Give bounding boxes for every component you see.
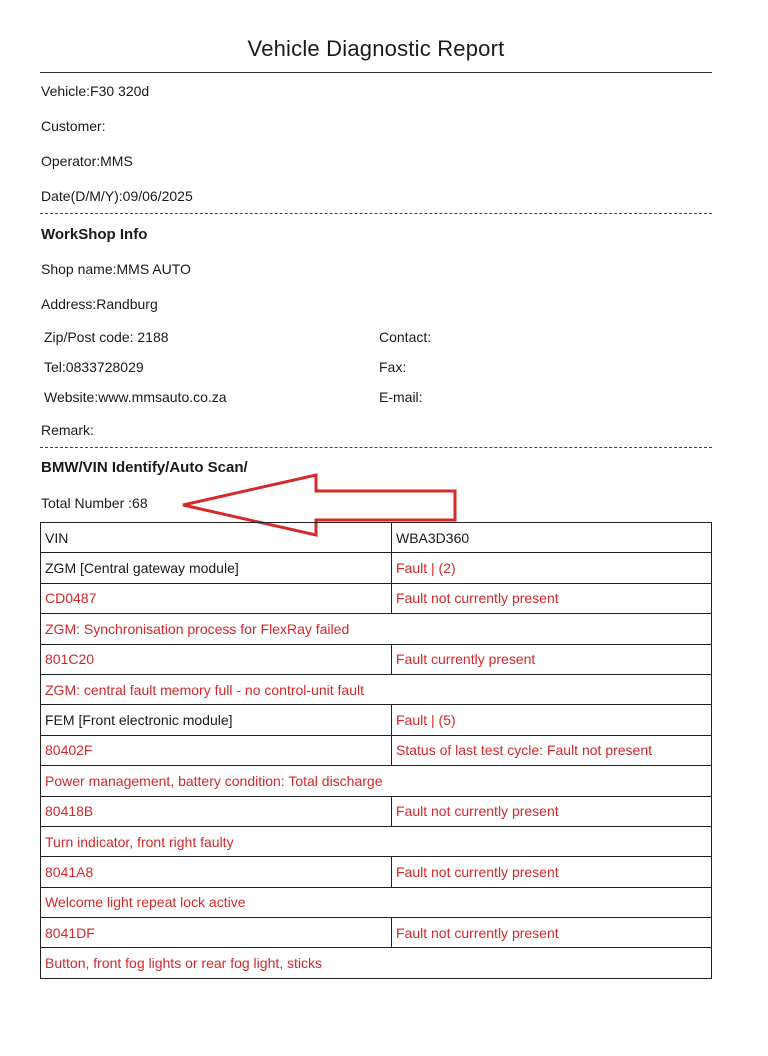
vehicle-line: Vehicle:F30 320d bbox=[41, 83, 150, 99]
table-row bbox=[41, 918, 712, 948]
website-line: Website:www.mmsauto.co.za bbox=[44, 389, 227, 405]
table-row bbox=[41, 826, 712, 856]
module-name: FEM [Front electronic module] bbox=[41, 705, 392, 735]
fault-code: 8041A8 bbox=[41, 857, 392, 887]
report-title: Vehicle Diagnostic Report bbox=[247, 36, 505, 61]
fault-description: ZGM: Synchronisation process for FlexRay failed bbox=[41, 614, 712, 644]
fault-status: Fault not currently present bbox=[392, 918, 712, 948]
table-row bbox=[41, 948, 712, 978]
table-row bbox=[41, 857, 712, 887]
table-row bbox=[41, 553, 712, 583]
table-row bbox=[41, 523, 712, 553]
contact-line: Contact: bbox=[379, 329, 432, 345]
workshop-heading: WorkShop Info bbox=[41, 226, 148, 243]
zip-line: Zip/Post code: 2188 bbox=[44, 329, 169, 345]
fault-description: Welcome light repeat lock active bbox=[41, 887, 712, 917]
module-name: ZGM [Central gateway module] bbox=[41, 553, 392, 583]
fault-description: ZGM: central fault memory full - no control-unit fault bbox=[41, 674, 712, 704]
dashed-divider bbox=[40, 447, 712, 448]
module-fault-status: Fault | (5) bbox=[392, 705, 712, 735]
date-line: Date(D/M/Y):09/06/2025 bbox=[41, 188, 193, 204]
fault-code: CD0487 bbox=[41, 583, 392, 613]
table-row bbox=[41, 887, 712, 917]
table-row bbox=[41, 674, 712, 704]
module-fault-status: Fault | (2) bbox=[392, 553, 712, 583]
vin-value: WBA3D360 bbox=[392, 523, 712, 553]
email-line: E-mail: bbox=[379, 389, 423, 405]
fault-code: 80402F bbox=[41, 735, 392, 765]
table-row bbox=[41, 735, 712, 765]
table-row bbox=[41, 705, 712, 735]
fault-status: Status of last test cycle: Fault not present bbox=[392, 735, 712, 765]
fault-status: Fault not currently present bbox=[392, 796, 712, 826]
scan-heading: BMW/VIN Identify/Auto Scan/ bbox=[41, 459, 248, 476]
operator-line: Operator:MMS bbox=[41, 153, 133, 169]
address-line: Address:Randburg bbox=[41, 296, 158, 312]
table-row bbox=[41, 583, 712, 613]
customer-line: Customer: bbox=[41, 118, 106, 134]
total-number-line: Total Number :68 bbox=[41, 495, 148, 511]
fault-status: Fault currently present bbox=[392, 644, 712, 674]
dashed-divider bbox=[40, 213, 712, 214]
remark-line: Remark: bbox=[41, 422, 94, 438]
vin-label: VIN bbox=[41, 523, 392, 553]
tel-line: Tel:0833728029 bbox=[44, 359, 144, 375]
table-row bbox=[41, 796, 712, 826]
fault-code: 80418B bbox=[41, 796, 392, 826]
fault-table bbox=[40, 522, 712, 979]
table-row bbox=[41, 644, 712, 674]
table-row bbox=[41, 766, 712, 796]
fault-description: Turn indicator, front right faulty bbox=[41, 826, 712, 856]
title-divider bbox=[40, 72, 712, 73]
fault-description: Button, front fog lights or rear fog light, sticks bbox=[41, 948, 712, 978]
fax-line: Fax: bbox=[379, 359, 407, 375]
fault-status: Fault not currently present bbox=[392, 857, 712, 887]
table-row bbox=[41, 614, 712, 644]
fault-code: 801C20 bbox=[41, 644, 392, 674]
shop-name-line: Shop name:MMS AUTO bbox=[41, 261, 191, 277]
fault-code: 8041DF bbox=[41, 918, 392, 948]
fault-status: Fault not currently present bbox=[392, 583, 712, 613]
fault-description: Power management, battery condition: Total discharge bbox=[41, 766, 712, 796]
